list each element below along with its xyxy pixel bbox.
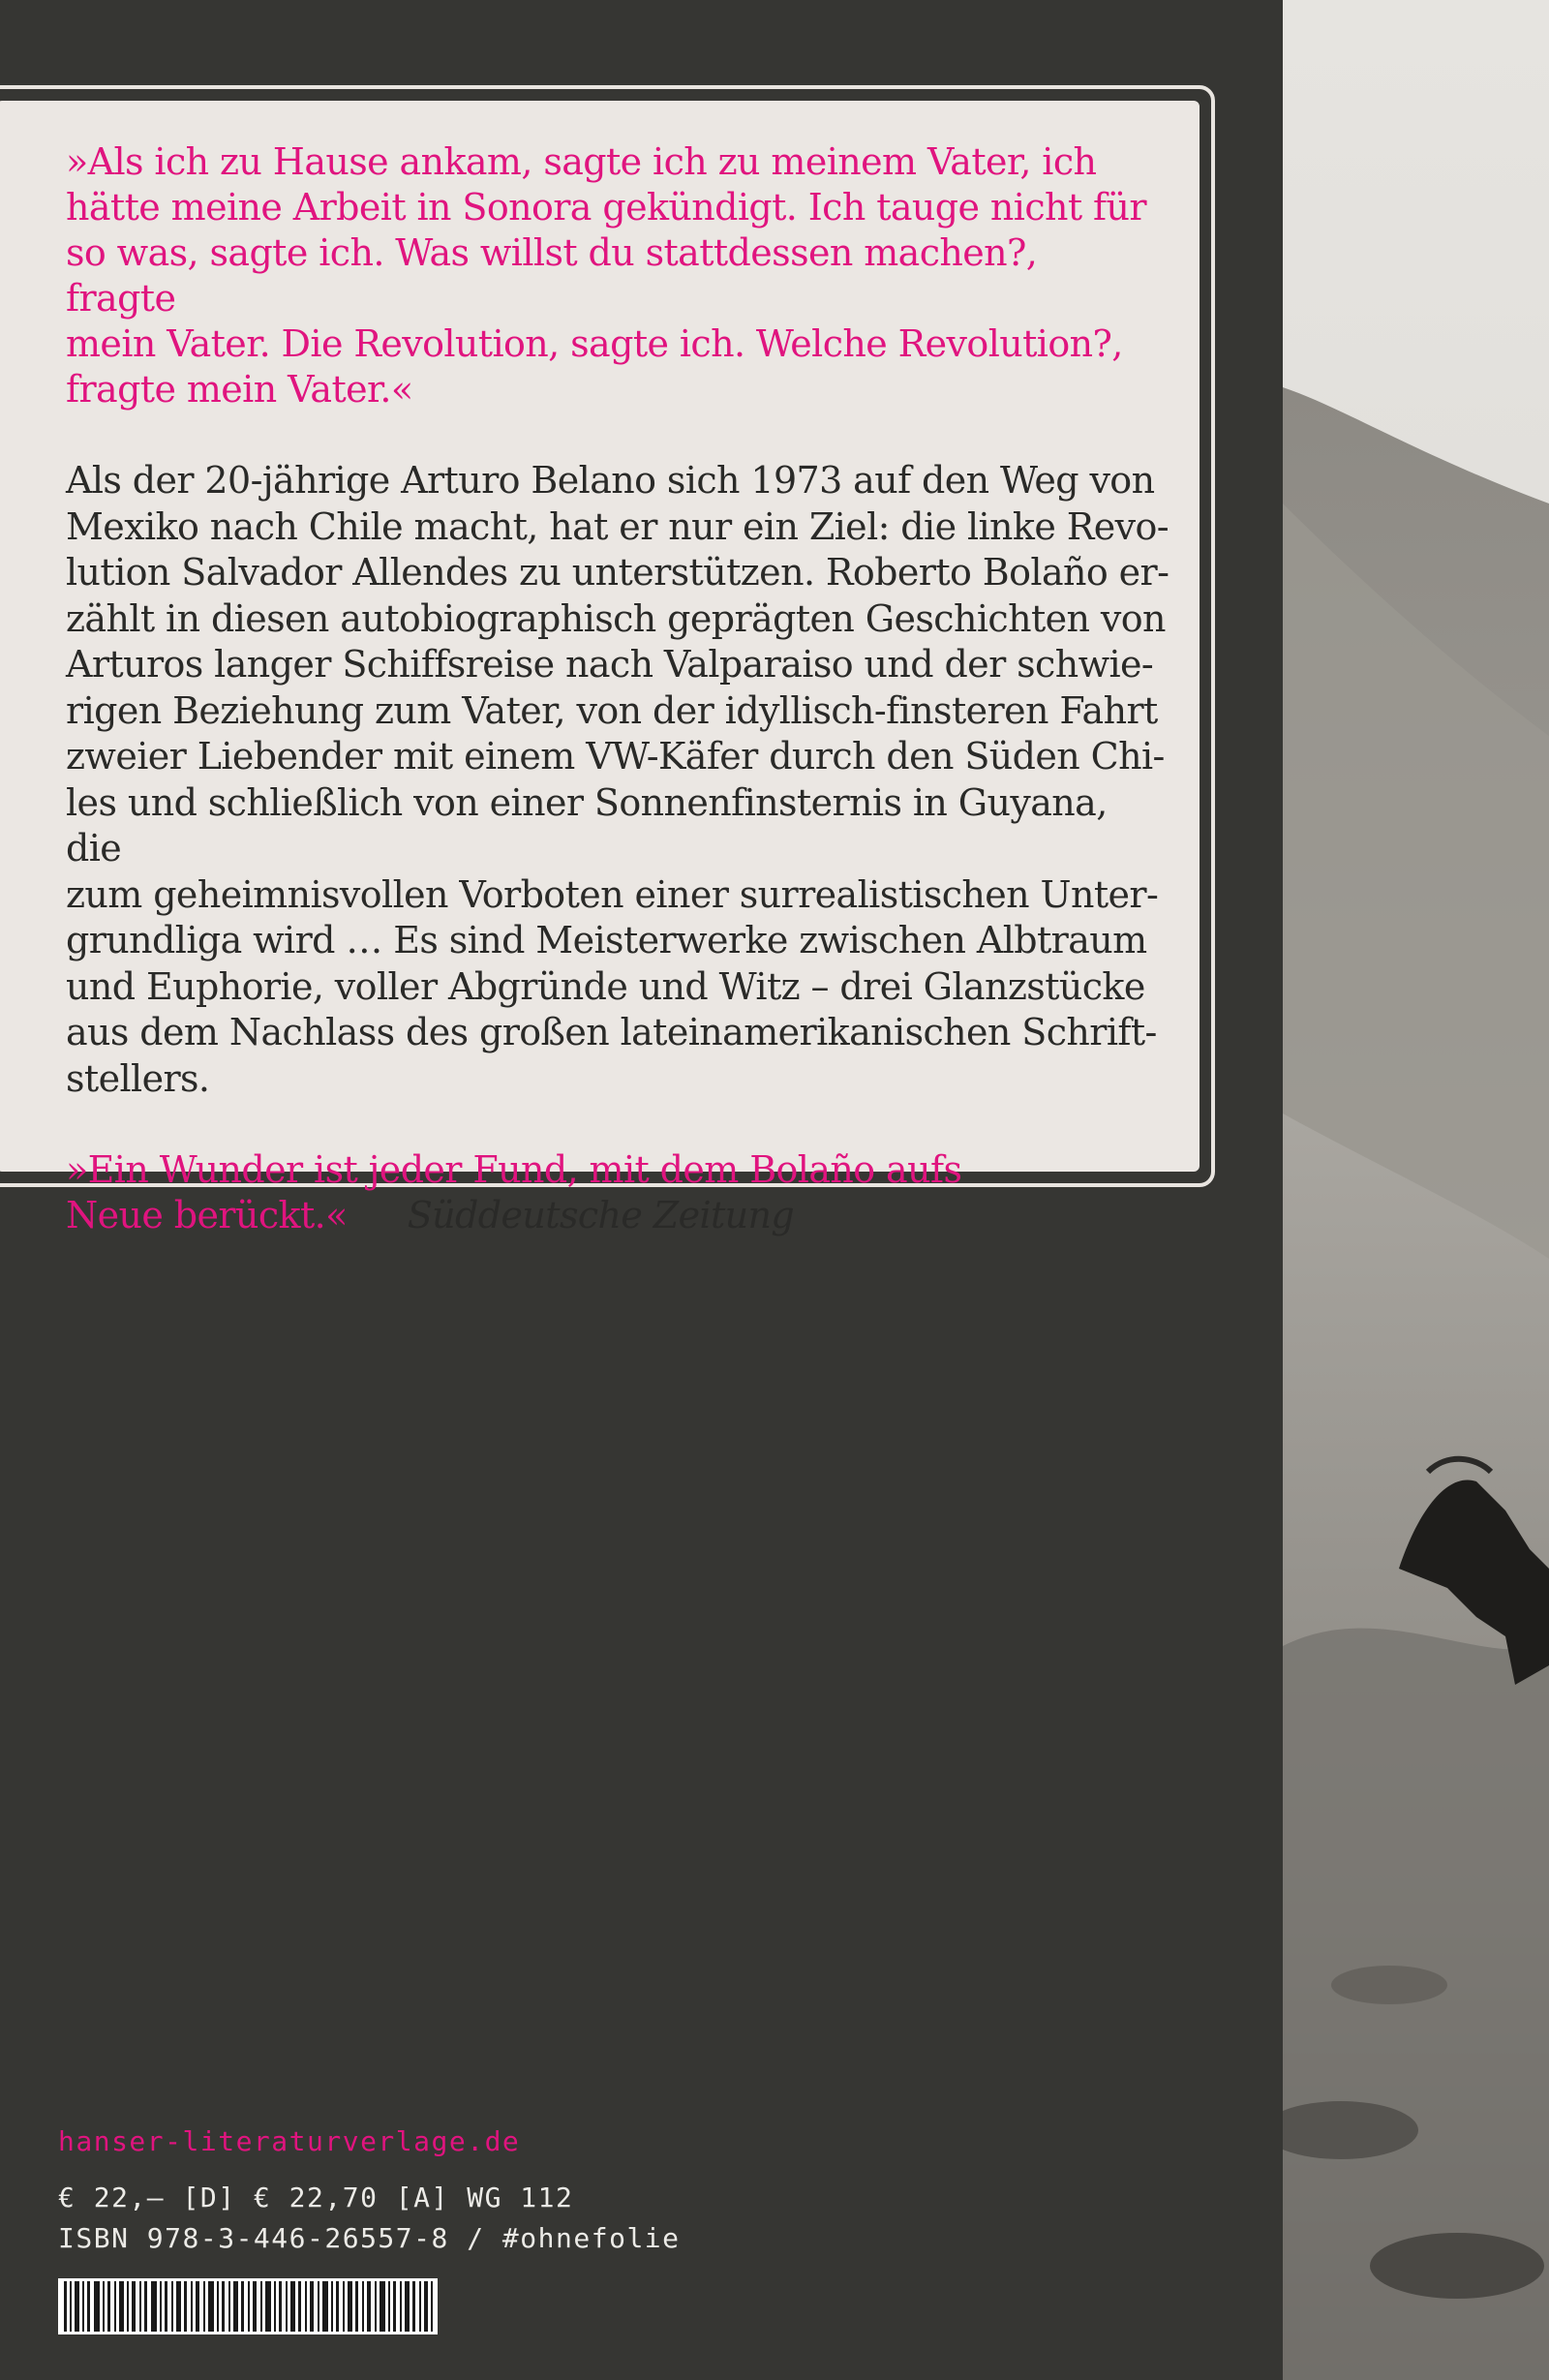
review-line: Neue berückt.« bbox=[66, 1194, 348, 1236]
review-source: Süddeutsche Zeitung bbox=[407, 1194, 795, 1236]
description-line: grundliga wird … Es sind Meisterwerke zwischen Albtraum bbox=[66, 919, 1147, 961]
description-line: zum geheimnisvollen Vorboten einer surrealistischen Unter- bbox=[66, 872, 1159, 916]
review-line: »Ein Wunder ist jeder Fund, mit dem Bolaño aufs bbox=[66, 1148, 962, 1191]
blurb-card-inner bbox=[0, 97, 1203, 1236]
publisher-footer bbox=[58, 2125, 681, 2334]
description-line: Mexiko nach Chile macht, hat er nur ein Ziel: die linke Revo- bbox=[66, 504, 1169, 548]
quote-line: mein Vater. Die Revolution, sagte ich. Welche Revolution?, bbox=[66, 322, 1123, 365]
description-line: zweier Liebender mit einem VW-Käfer durch den Süden Chi- bbox=[66, 735, 1165, 778]
mountain-landscape-icon bbox=[1283, 0, 1549, 2380]
quote-line: so was, sagte ich. Was willst du stattdessen machen?, fragte bbox=[66, 231, 1038, 320]
press-review bbox=[66, 1147, 1161, 1238]
description-line: aus dem Nachlass des großen lateinamerikanischen Schrift- bbox=[66, 1011, 1157, 1053]
quote-line: »Als ich zu Hause ankam, sagte ich zu meinem Vater, ich bbox=[66, 140, 1097, 183]
description-line: stellers. bbox=[66, 1056, 210, 1100]
cover-photo bbox=[1283, 0, 1549, 2380]
publisher-url[interactable]: hanser-literaturverlage.de bbox=[58, 2125, 521, 2157]
barcode-icon bbox=[58, 2278, 438, 2334]
opening-quote bbox=[66, 139, 1150, 412]
price-line: € 22,– [D] € 22,70 [A] WG 112 bbox=[58, 2182, 574, 2213]
description-line: Arturos langer Schiffsreise nach Valparaiso und der schwie- bbox=[66, 643, 1154, 686]
quote-line: hätte meine Arbeit in Sonora gekündigt. Ich tauge nicht für bbox=[66, 186, 1146, 229]
quote-line: fragte mein Vater.« bbox=[66, 368, 413, 411]
description-line: lution Salvador Allendes zu unterstützen. Roberto Bolaño er- bbox=[66, 551, 1169, 594]
book-description bbox=[66, 458, 1169, 1102]
description-line: und Euphorie, voller Abgründe und Witz – drei Glanzstücke bbox=[66, 964, 1145, 1008]
isbn-line: ISBN 978-3-446-26557-8 / #ohnefolie bbox=[58, 2222, 681, 2254]
description-line: rigen Beziehung zum Vater, von der idyllisch-finsteren Fahrt bbox=[66, 688, 1158, 732]
description-line: les und schließlich von einer Sonnenfinsternis in Guyana, die bbox=[66, 780, 1108, 870]
description-line: zählt in diesen autobiographisch geprägten Geschichten von bbox=[66, 596, 1166, 640]
blurb-card bbox=[0, 85, 1215, 1236]
description-line: Als der 20-jährige Arturo Belano sich 1973 auf den Weg von bbox=[66, 459, 1155, 502]
